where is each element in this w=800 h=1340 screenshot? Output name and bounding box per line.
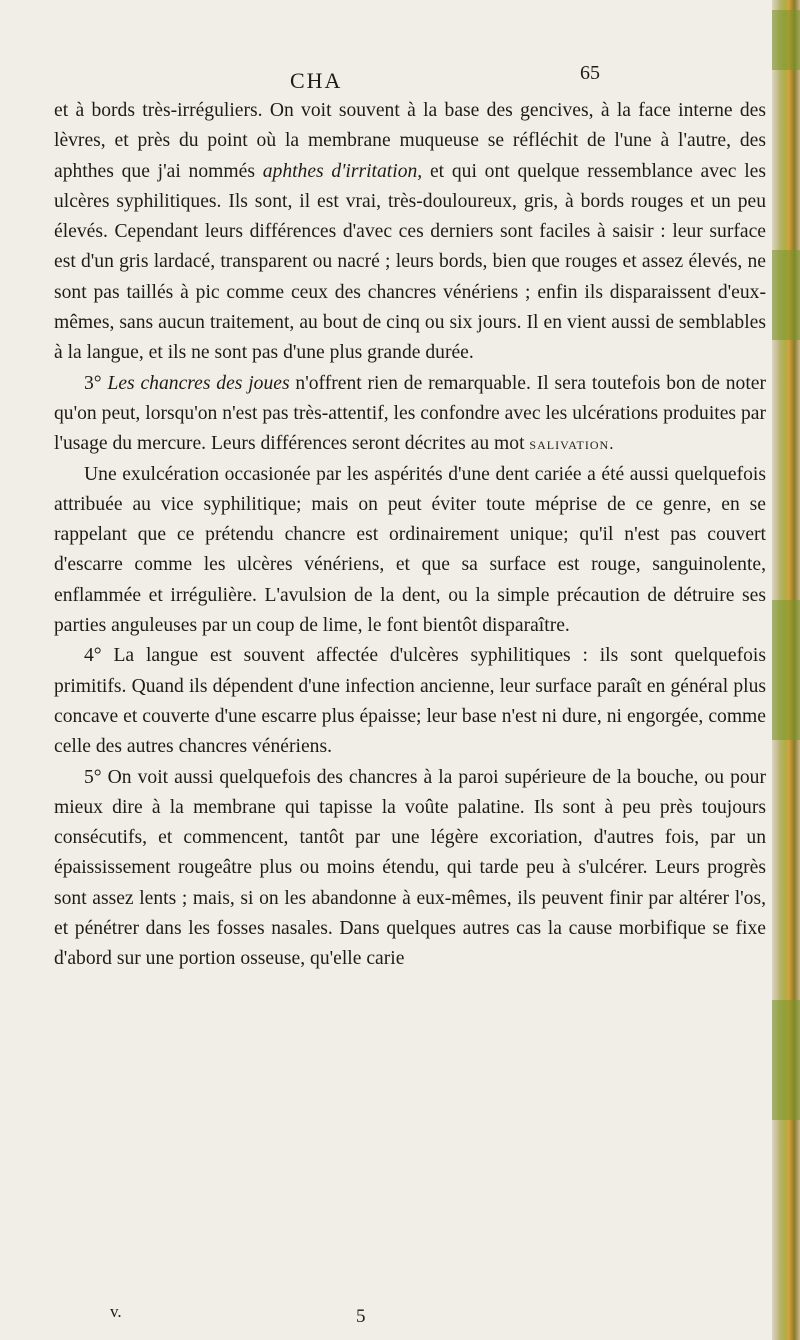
page-footer <box>110 1302 710 1328</box>
paragraph-1: et à bords très-irréguliers. On voit souvent à la base des gencives, à la face interne des lèvres, et près du point où la membrane muqueuse se réfléchit de l'une à l'autre, des aphthes que j'ai nommés aphthes d'irritation, et qui ont quelque ressemblance avec les ulcères syphilitiques. Ils sont, il est vrai, très-douloureux, gris, à bords rouges et un peu élevés. Cependant leurs différences d'avec ces derniers sont faciles à saisir : leur surface est d'un gris lardacé, transparent ou nacré ; leurs bords, bien que rouges et assez élevés, ne sont pas taillés à pic comme ceux des chancres vénériens ; enfin ils disparaissent d'eux-mêmes, sans aucun traitement, au bout de cinq ou six jours. Il en vient aussi de semblables à la langue, et ils ne sont pas d'une plus grande durée. <box>54 100 766 364</box>
term-aphthes: aphthes d'irritation, <box>262 160 423 182</box>
section-title-joues: Les chancres des joues <box>107 372 290 394</box>
paragraph-3: Une exulcération occasionée par les aspérités d'une dent cariée a été aussi quelquefois attribuée au vice syphilitique; mais on peut éviter toute méprise de ce genre, en se rappelant que ce prétendu chancre est ordinairement unique; qu'il n'est pas couvert d'escarre comme les ulcères vénériens, et que sa surface est rouge, sanguinolente, enflammée et irrégulière. L'avulsion de la dent, ou la simple précaution de détruire ses parties anguleuses par un coup de lime, le font bientôt disparaître. <box>54 463 766 637</box>
paragraph-4: 4° La langue est souvent affectée d'ulcères syphilitiques : ils sont quelquefois primitifs. Quand ils dépendent d'une infection ancienne, leur surface paraît en général plus concave et couverte d'une escarre plus épaisse; leur base n'est ni dure, ni engorgée, comme celle des autres chancres vénériens. <box>54 645 766 758</box>
page-header <box>60 62 760 98</box>
edge-band <box>772 10 800 70</box>
page-number: 65 <box>580 62 600 84</box>
body-text <box>54 96 766 975</box>
signature-mark: v. <box>110 1302 122 1321</box>
edge-band <box>772 1000 800 1120</box>
paragraph-2: 3° Les chancres des joues n'offrent rien de remarquable. Il sera toutefois bon de noter qu'on peut, lorsqu'on n'est pas très-attentif, les confondre avec les ulcérations produites par l'usage du mercure. Leurs différences seront décrites au mot salivation. <box>54 372 766 455</box>
paragraph-5: 5° On voit aussi quelquefois des chancres à la paroi supérieure de la bouche, ou pour mieux dire à la membrane qui tapisse la voûte palatine. Ils sont à peu près toujours consécutifs, et commencent, tantôt par une légère excoriation, d'autres fois, par un épaississement rougeâtre plus ou moins étendu, qui tarde peu à s'ulcérer. Leurs progrès sont assez lents ; mais, si on les abandonne à eux-mêmes, ils peuvent finir par altérer l'os, et pénétrer dans les fosses nasales. Dans quelques autres cas la cause morbifique se fixe d'abord sur une portion osseuse, qu'elle carie <box>54 766 766 970</box>
cross-reference: salivation. <box>529 434 615 454</box>
signature-number: 5 <box>356 1306 366 1327</box>
running-head: CHA <box>290 68 343 93</box>
book-fore-edge <box>772 0 800 1340</box>
edge-band <box>772 250 800 340</box>
edge-band <box>772 600 800 740</box>
